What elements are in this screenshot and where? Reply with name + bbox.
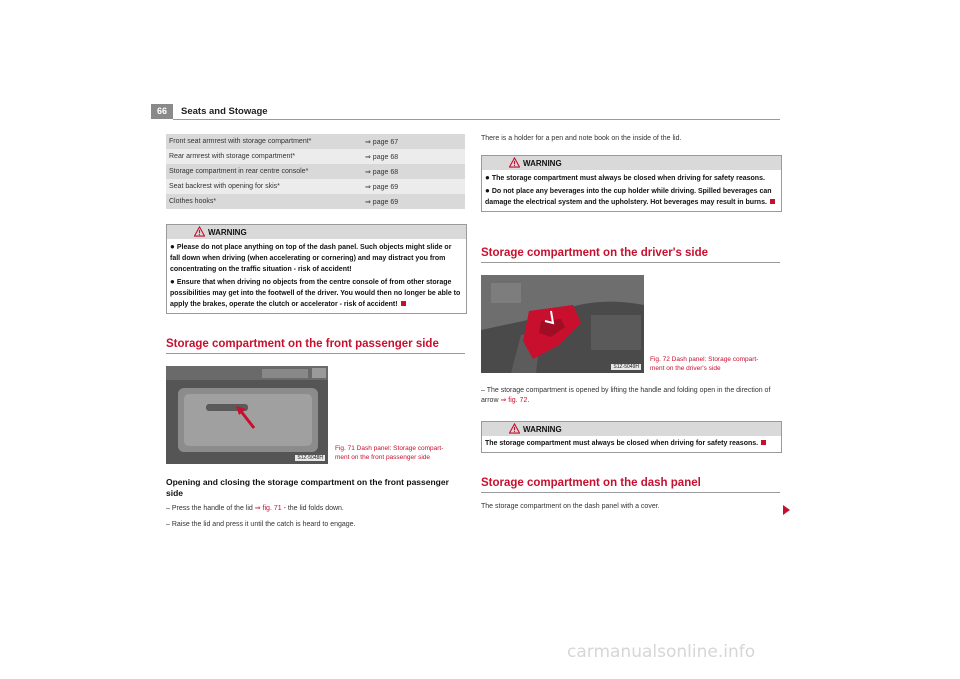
bullet-icon: ● <box>485 186 490 195</box>
section-rule <box>166 353 465 354</box>
next-page-arrow-icon[interactable] <box>783 505 790 515</box>
warning-text: Ensure that when driving no objects from the centre console of from other storage possibilities may get into the footwell of the driver. You would then no longer be able to apply the brakes, operate the clutch or accelerator - risk of accident! <box>170 279 461 308</box>
section-rule <box>481 492 780 493</box>
end-mark-icon <box>770 199 775 204</box>
warning-header <box>167 225 466 239</box>
end-mark-icon <box>761 440 766 445</box>
bullet-icon: ● <box>485 173 490 182</box>
glovebox-illustration <box>166 366 328 464</box>
table-row <box>166 179 465 194</box>
warning-paragraph <box>485 172 778 184</box>
table-cell-ref[interactable]: ⇒ page 67 <box>335 134 465 149</box>
caption-line: ment on the driver's side <box>650 365 721 372</box>
table-cell-ref[interactable]: ⇒ page 68 <box>335 164 465 179</box>
table-row <box>166 134 465 149</box>
warning-box-dash <box>166 224 467 314</box>
figure-code: S1Z-5049H <box>613 364 639 370</box>
warning-box-cupholder <box>481 155 782 212</box>
figure-71-caption <box>335 444 443 462</box>
table-cell-ref[interactable]: ⇒ page 68 <box>335 149 465 164</box>
section-heading-passenger: Storage compartment on the front passenger side <box>166 338 439 350</box>
warning-paragraph <box>170 276 463 310</box>
warning-text: The storage compartment must always be closed when driving for safety reasons. <box>485 440 759 447</box>
warning-triangle-icon <box>509 157 520 168</box>
table-row <box>166 149 465 164</box>
figure-72-caption <box>650 355 758 373</box>
warning-title: WARNING <box>523 159 562 168</box>
passenger-subheading: Opening and closing the storage compartment on the front passenger side <box>166 477 449 498</box>
table-cell-item: Seat backrest with opening for skis* <box>166 179 335 194</box>
warning-box-driver <box>481 421 782 453</box>
section-heading-driver: Storage compartment on the driver's side <box>481 247 709 259</box>
warning-paragraph <box>485 185 778 208</box>
dash-compartment-text: The storage compartment on the dash panel with a cover. <box>481 503 660 510</box>
caption-line: ment on the front passenger side <box>335 454 431 461</box>
table-cell-ref[interactable]: ⇒ page 69 <box>335 194 465 209</box>
table-cell-item: Storage compartment in rear centre console* <box>166 164 335 179</box>
figure-link[interactable]: ⇒ fig. 71 <box>254 505 282 512</box>
section-heading-dash: Storage compartment on the dash panel <box>481 477 701 489</box>
table-cell-item: Clothes hooks* <box>166 194 335 209</box>
warning-body <box>482 170 781 211</box>
warning-body <box>167 239 466 313</box>
table-row <box>166 194 465 209</box>
header-rule <box>173 119 780 120</box>
driver-step-1 <box>481 386 780 406</box>
driver-compartment-illustration <box>481 275 644 373</box>
step-text: - the lid folds down. <box>281 505 344 512</box>
caption-line: Fig. 72 Dash panel: Storage compart- <box>650 356 759 363</box>
warning-text: Please do not place anything on top of the dash panel. Such objects might slide or fall down when driving (when accelerating or cornering) and may distract you from concentrating on the traffic situation - risk of accident! <box>170 244 452 273</box>
figure-code: S1Z-5048H <box>297 455 323 461</box>
bullet-icon: ● <box>170 242 175 251</box>
watermark: carmanualsonline.info <box>567 642 756 662</box>
warning-text: Do not place any beverages into the cup holder while driving. Spilled beverages can damage the electrical system and the upholstery. Hot beverages may result in burns. <box>485 188 772 206</box>
figure-72-photo <box>481 275 644 373</box>
warning-body <box>482 436 781 452</box>
pen-holder-text: There is a holder for a pen and note book on the inside of the lid. <box>481 135 682 142</box>
warning-triangle-icon <box>509 423 520 434</box>
section-rule <box>481 262 780 263</box>
end-mark-icon <box>401 301 406 306</box>
step-text: – Press the handle of the lid <box>166 505 255 512</box>
warning-paragraph <box>485 438 778 449</box>
warning-header <box>482 422 781 436</box>
warning-text: The storage compartment must always be closed when driving for safety reasons. <box>491 175 765 182</box>
bullet-icon: ● <box>170 277 175 286</box>
table-cell-item: Rear armrest with storage compartment* <box>166 149 335 164</box>
table-cell-item: Front seat armrest with storage compartment* <box>166 134 335 149</box>
warning-title: WARNING <box>208 228 247 237</box>
table-row <box>166 164 465 179</box>
caption-line: Fig. 71 Dash panel: Storage compart- <box>335 445 444 452</box>
warning-header <box>482 156 781 170</box>
step-text: – The storage compartment is opened by lifting the handle and folding open in the direction of arrow <box>481 387 771 404</box>
running-header: Seats and Stowage <box>181 106 268 117</box>
step-text: . <box>527 397 530 404</box>
passenger-step-1 <box>166 504 465 514</box>
cross-reference-table <box>166 134 465 209</box>
table-cell-ref[interactable]: ⇒ page 69 <box>335 179 465 194</box>
page-number: 66 <box>151 104 173 119</box>
warning-title: WARNING <box>523 425 562 434</box>
figure-link[interactable]: ⇒ fig. 72 <box>500 397 528 404</box>
passenger-step-2: – Raise the lid and press it until the catch is heard to engage. <box>166 521 356 528</box>
warning-paragraph <box>170 241 463 275</box>
warning-triangle-icon <box>194 226 205 237</box>
figure-71-photo <box>166 366 328 464</box>
